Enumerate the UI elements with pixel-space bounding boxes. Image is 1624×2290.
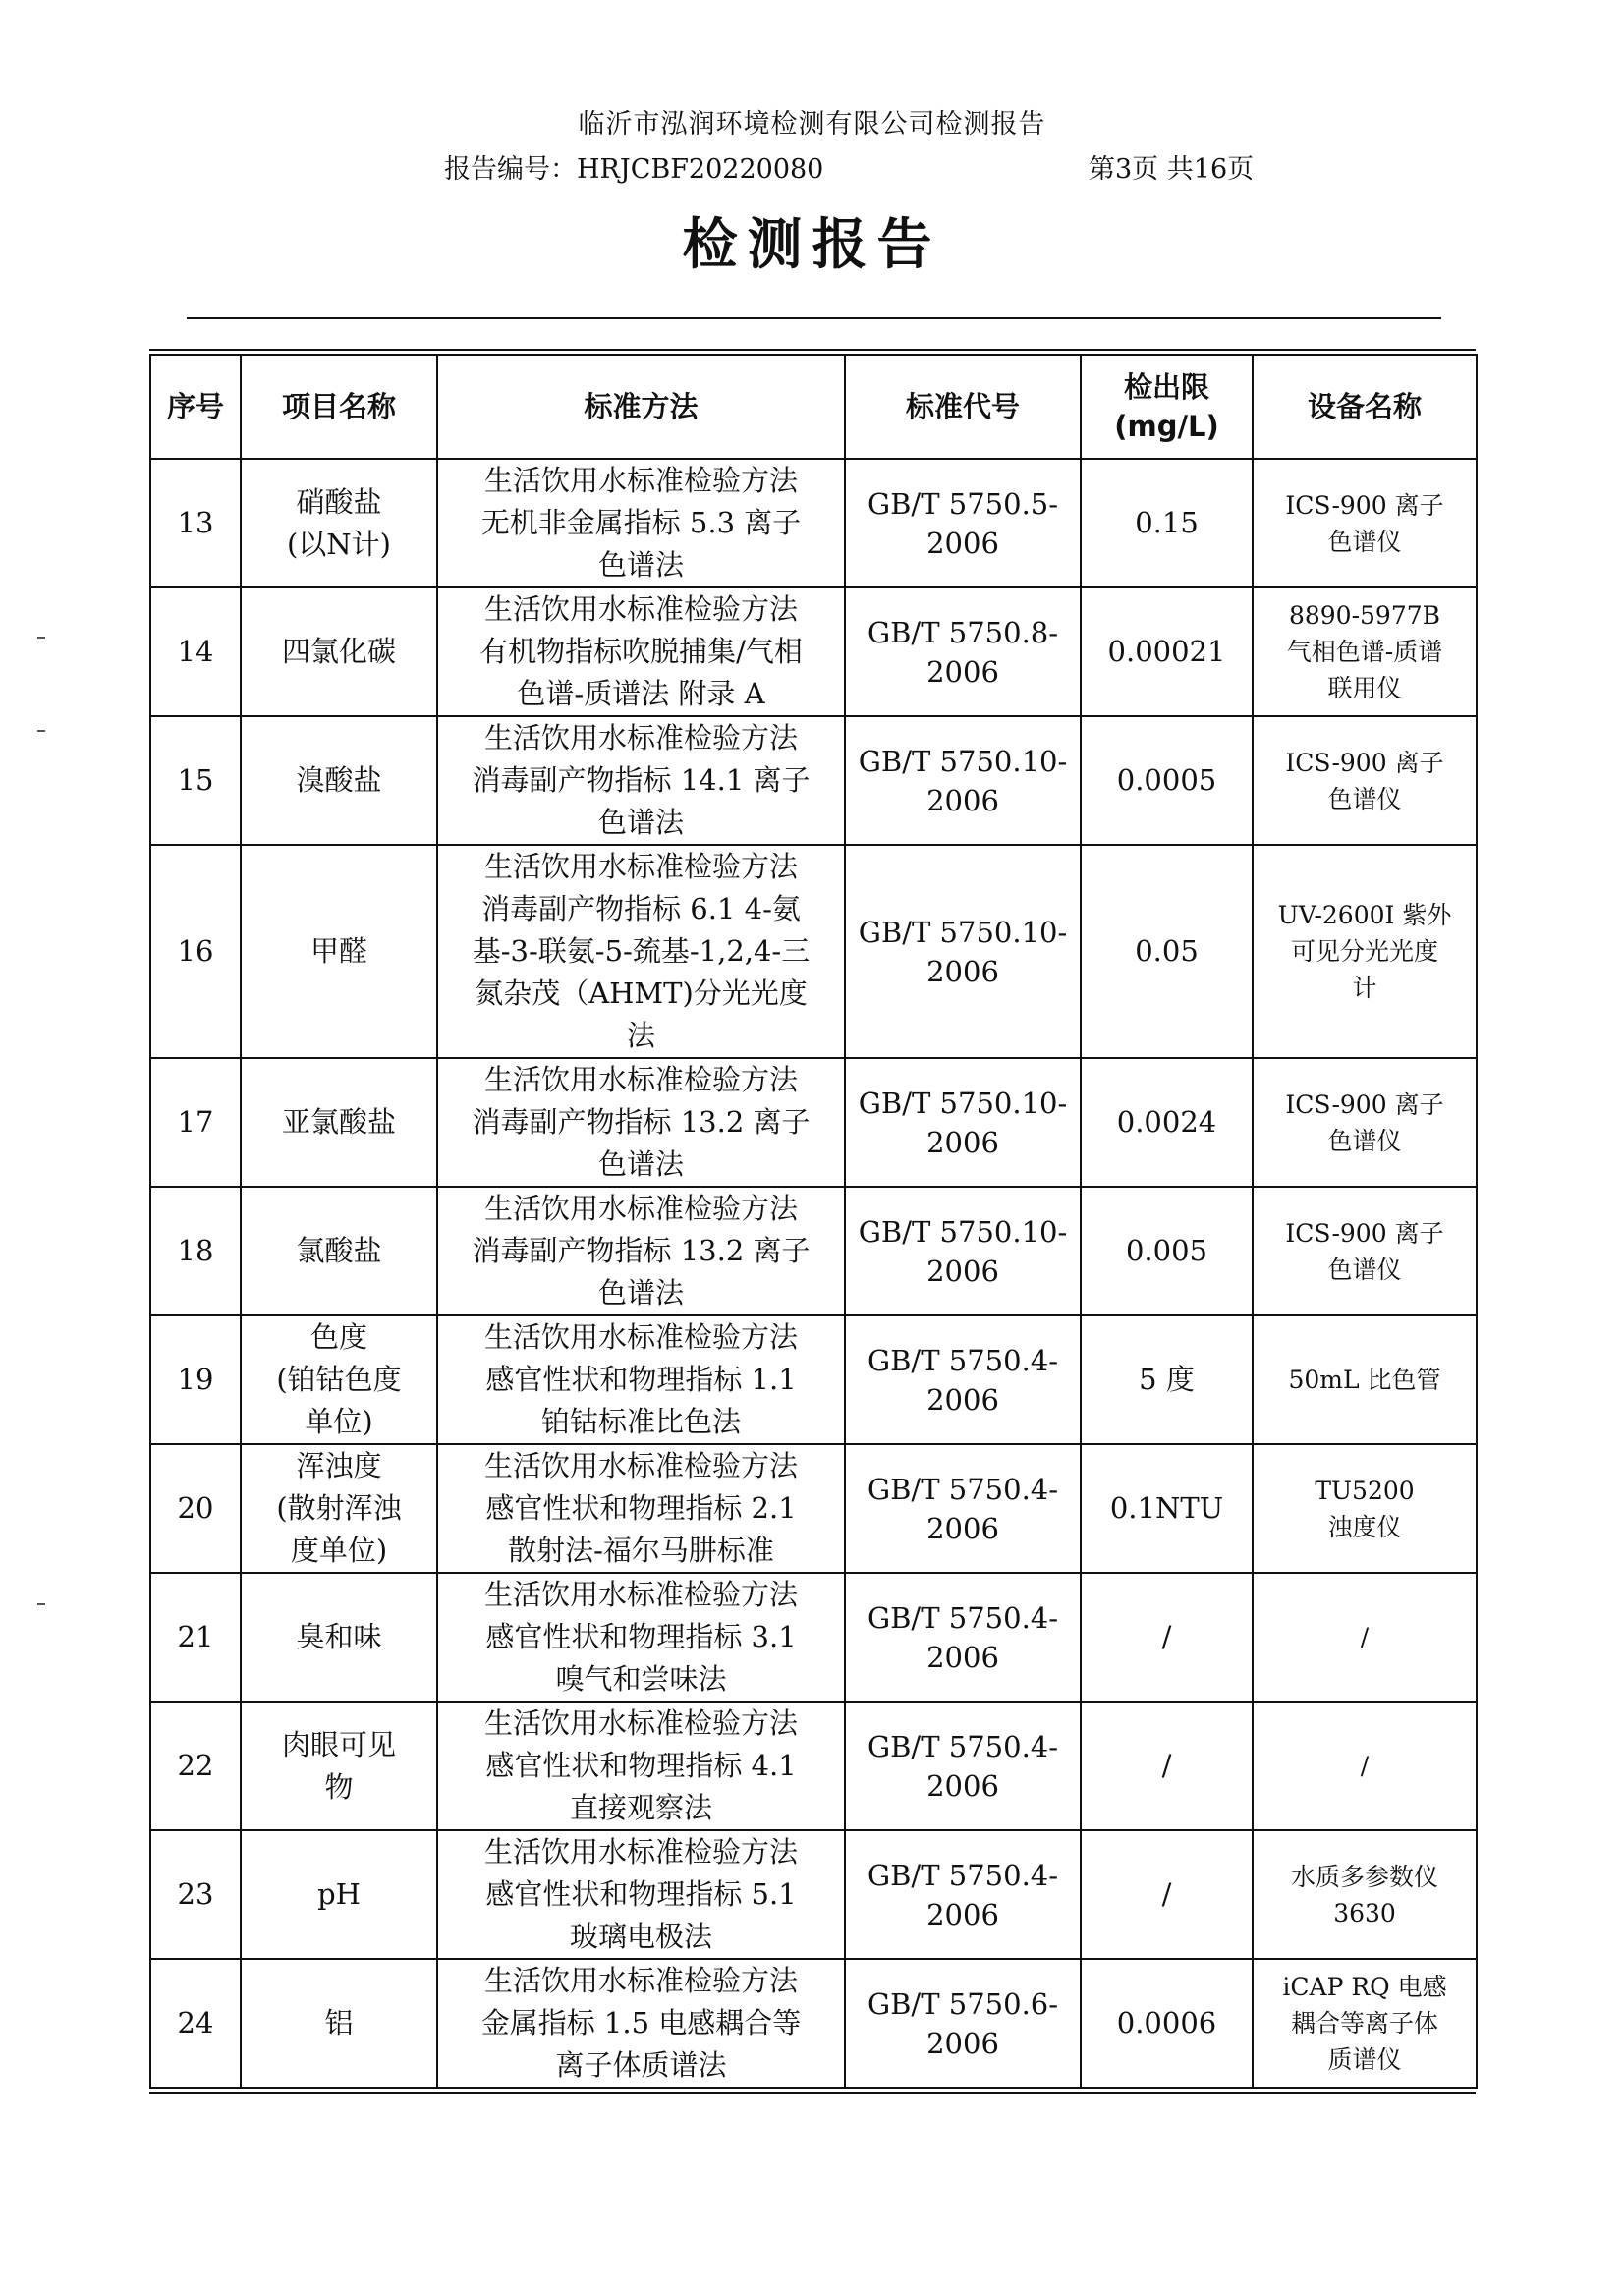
cell-standard-method-line: 生活饮用水标准检验方法 [483, 850, 798, 883]
cell-item-name-line: (铂钴色度 [276, 1363, 402, 1396]
cell-standard-method-line: 色谱法 [597, 548, 684, 582]
cell-device-name [1253, 587, 1477, 716]
cell-standard-method-line: 离子体质谱法 [555, 2048, 727, 2082]
cell-standard-method [437, 459, 845, 587]
cell-standard-code [845, 1573, 1081, 1702]
cell-standard-method [437, 1315, 845, 1444]
cell-device-name-line: 耦合等离子体 [1290, 2009, 1438, 2038]
cell-standard-method-line: 消毒副产物指标 13.2 离子 [472, 1234, 811, 1267]
cell-standard-code-line: 2006 [926, 1511, 999, 1545]
table-bottom-rule [149, 2092, 1476, 2094]
cell-standard-method-line: 感官性状和物理指标 5.1 [485, 1877, 797, 1911]
cell-standard-code-line: GB/T 5750.4- [867, 1600, 1059, 1635]
cell-detection-limit: / [1081, 1573, 1253, 1702]
cell-item-name-line: 物 [324, 1769, 354, 1804]
cell-device-name [1253, 1444, 1477, 1573]
cell-device-name [1253, 716, 1477, 845]
cell-item-name-line: 度单位) [290, 1534, 388, 1567]
cell-standard-code [845, 1187, 1081, 1315]
cell-standard-code-line: GB/T 5750.4- [867, 1858, 1059, 1892]
cell-no: 13 [150, 459, 241, 587]
cell-item-name [241, 1959, 437, 2088]
cell-standard-code-line: 2006 [926, 2026, 999, 2060]
cell-device-name-line: ICS-900 离子 [1285, 748, 1444, 777]
cell-standard-method-line: 生活饮用水标准检验方法 [483, 1320, 798, 1354]
table-header-row [150, 355, 1477, 459]
table-row [150, 1058, 1477, 1187]
cell-detection-limit: 0.1NTU [1081, 1444, 1253, 1573]
cell-device-name-line: ICS-900 离子 [1285, 1089, 1444, 1119]
cell-standard-method-line: 有机物指标吹脱捕集/气相 [479, 635, 803, 668]
cell-standard-method [437, 1959, 845, 2088]
cell-device-name-line: 8890-5977B [1288, 601, 1441, 630]
cell-standard-method-line: 生活饮用水标准检验方法 [483, 1578, 798, 1611]
cell-device-name-line: 色谱仪 [1327, 1255, 1402, 1284]
cell-no: 14 [150, 587, 241, 716]
cell-device-name-line: 浊度仪 [1327, 1512, 1402, 1541]
cell-no: 22 [150, 1702, 241, 1830]
cell-device-name-line: 质谱仪 [1327, 2045, 1402, 2074]
cell-device-name-line: 50mL 比色管 [1288, 1366, 1441, 1394]
col-header-standard-method: 标准方法 [437, 355, 845, 459]
cell-standard-method-line: 法 [626, 1019, 655, 1052]
cell-standard-code-line: GB/T 5750.10- [858, 1086, 1068, 1120]
col-header-standard-code: 标准代号 [845, 355, 1081, 459]
cell-standard-method-line: 嗅气和尝味法 [555, 1662, 727, 1696]
table-row [150, 1573, 1477, 1702]
cell-detection-limit: 0.0006 [1081, 1959, 1253, 2088]
cell-device-name-line: 色谱仪 [1327, 527, 1402, 556]
cell-device-name [1253, 845, 1477, 1058]
cell-standard-method [437, 1444, 845, 1573]
cell-standard-code [845, 587, 1081, 716]
cell-standard-method-line: 生活饮用水标准检验方法 [483, 464, 798, 497]
cell-standard-code [845, 1702, 1081, 1830]
cell-standard-method-line: 铂钴标准比色法 [540, 1405, 741, 1438]
report-number-label: 报告编号： [444, 154, 577, 185]
report-number [444, 147, 823, 186]
cell-item-name-line: 臭和味 [296, 1620, 382, 1653]
cell-device-name-line: 色谱仪 [1327, 1126, 1402, 1155]
cell-standard-method-line: 色谱-质谱法 附录 A [517, 677, 765, 710]
cell-device-name [1253, 1058, 1477, 1187]
cell-standard-code-line: 2006 [926, 783, 999, 817]
cell-item-name-line: 溴酸盐 [296, 763, 382, 797]
cell-standard-method-line: 生活饮用水标准检验方法 [483, 1192, 798, 1225]
cell-item-name-line: pH [317, 1877, 361, 1911]
cell-standard-code-line: 2006 [926, 1382, 999, 1417]
cell-detection-limit: 5 度 [1081, 1315, 1253, 1444]
cell-item-name-line: 四氯化碳 [281, 635, 396, 668]
cell-standard-method-line: 直接观察法 [569, 1791, 712, 1824]
cell-standard-code [845, 1959, 1081, 2088]
cell-device-name-line: 水质多参数仪 [1290, 1862, 1438, 1891]
cell-standard-method-line: 生活饮用水标准检验方法 [483, 1835, 798, 1869]
cell-no: 21 [150, 1573, 241, 1702]
cell-device-name-line: iCAP RQ 电感 [1282, 1973, 1447, 2001]
table-row [150, 716, 1477, 845]
cell-item-name-line: (以N计) [286, 527, 391, 561]
cell-detection-limit: 0.15 [1081, 459, 1253, 587]
scan-mark [37, 1603, 45, 1605]
cell-item-name-line: 甲醛 [309, 934, 367, 968]
cell-item-name [241, 1573, 437, 1702]
cell-no: 20 [150, 1444, 241, 1573]
cell-item-name [241, 845, 437, 1058]
cell-device-name-line: TU5200 [1315, 1476, 1415, 1505]
scan-mark [37, 637, 45, 639]
cell-standard-code-line: GB/T 5750.4- [867, 1472, 1059, 1506]
cell-item-name [241, 459, 437, 587]
cell-item-name-line: 亚氯酸盐 [281, 1105, 396, 1139]
table-row [150, 1315, 1477, 1444]
cell-detection-limit: / [1081, 1830, 1253, 1959]
cell-no: 15 [150, 716, 241, 845]
cell-standard-method-line: 无机非金属指标 5.3 离子 [480, 506, 802, 539]
cell-detection-limit: 0.0005 [1081, 716, 1253, 845]
cell-device-name-line: ICS-900 离子 [1285, 1218, 1444, 1248]
cell-device-name [1253, 1315, 1477, 1444]
cell-standard-method-line: 感官性状和物理指标 2.1 [485, 1491, 797, 1525]
col-header-device-name: 设备名称 [1253, 355, 1477, 459]
cell-device-name-line: UV-2600I 紫外 [1277, 901, 1452, 929]
cell-standard-code-line: 2006 [926, 1768, 999, 1803]
cell-standard-code-line: 2006 [926, 1125, 999, 1159]
cell-device-name-line: 气相色谱-质谱 [1286, 638, 1443, 666]
cell-standard-code-line: 2006 [926, 526, 999, 560]
cell-standard-method-line: 色谱法 [597, 1147, 684, 1181]
cell-item-name [241, 1702, 437, 1830]
cell-standard-method-line: 生活饮用水标准检验方法 [483, 721, 798, 754]
cell-no: 18 [150, 1187, 241, 1315]
cell-item-name [241, 1058, 437, 1187]
cell-standard-method-line: 消毒副产物指标 14.1 离子 [472, 763, 811, 797]
cell-item-name-line: 氯酸盐 [296, 1234, 382, 1267]
cell-device-name [1253, 1959, 1477, 2088]
cell-standard-method-line: 生活饮用水标准检验方法 [483, 1449, 798, 1482]
cell-detection-limit: / [1081, 1702, 1253, 1830]
cell-detection-limit: 0.005 [1081, 1187, 1253, 1315]
cell-item-name-line: 肉眼可见 [281, 1727, 396, 1761]
cell-standard-method [437, 1058, 845, 1187]
cell-standard-method [437, 1830, 845, 1959]
page-title: 检测报告 [682, 213, 942, 277]
cell-device-name-line: / [1360, 1623, 1370, 1651]
cell-standard-code-line: GB/T 5750.4- [867, 1729, 1059, 1763]
cell-no: 19 [150, 1315, 241, 1444]
cell-item-name-line: 硝酸盐 [296, 484, 382, 519]
cell-standard-method-line: 玻璃电极法 [569, 1920, 712, 1953]
table-row [150, 1830, 1477, 1959]
cell-device-name [1253, 1830, 1477, 1959]
cell-standard-method [437, 1573, 845, 1702]
cell-standard-code [845, 1315, 1081, 1444]
test-methods-table-wrapper [149, 349, 1476, 2094]
cell-item-name [241, 1187, 437, 1315]
col-header-no: 序号 [150, 355, 241, 459]
cell-standard-code-line: 2006 [926, 654, 999, 689]
cell-standard-method-line: 生活饮用水标准检验方法 [483, 1063, 798, 1096]
cell-device-name-line: 可见分光光度 [1290, 937, 1438, 966]
cell-item-name [241, 1315, 437, 1444]
cell-standard-method-line: 感官性状和物理指标 4.1 [485, 1749, 797, 1782]
cell-detection-limit: 0.05 [1081, 845, 1253, 1058]
cell-device-name-line: / [1360, 1752, 1370, 1780]
cell-standard-code [845, 716, 1081, 845]
company-report-header: 临沂市泓润环境检测有限公司检测报告 [578, 109, 1046, 140]
cell-device-name-line: 联用仪 [1327, 674, 1402, 702]
scan-mark [37, 730, 45, 732]
cell-standard-method [437, 587, 845, 716]
cell-standard-code-line: GB/T 5750.5- [867, 486, 1059, 521]
cell-device-name [1253, 1187, 1477, 1315]
cell-item-name-line: 浑浊度 [296, 1449, 382, 1482]
cell-standard-code [845, 1830, 1081, 1959]
cell-item-name-line: 色度 [309, 1320, 367, 1354]
table-top-rule [149, 349, 1476, 351]
cell-item-name [241, 716, 437, 845]
cell-standard-method-line: 散射法-福尔马肼标准 [508, 1534, 774, 1567]
cell-standard-method-line: 消毒副产物指标 13.2 离子 [472, 1105, 811, 1139]
cell-standard-method [437, 716, 845, 845]
cell-item-name [241, 1830, 437, 1959]
cell-standard-method-line: 感官性状和物理指标 3.1 [485, 1620, 797, 1653]
cell-no: 16 [150, 845, 241, 1058]
cell-item-name-line: (散射浑浊 [276, 1491, 402, 1525]
cell-standard-code [845, 845, 1081, 1058]
cell-standard-code [845, 1058, 1081, 1187]
table-row [150, 1702, 1477, 1830]
cell-standard-method-line: 色谱法 [597, 806, 684, 839]
cell-standard-code-line: 2006 [926, 954, 999, 988]
col-header-detection-limit [1081, 355, 1253, 459]
cell-standard-code-line: GB/T 5750.4- [867, 1343, 1059, 1377]
cell-device-name-line: ICS-900 离子 [1285, 490, 1444, 520]
cell-standard-method-line: 生活饮用水标准检验方法 [483, 1964, 798, 1997]
col-header-detection-limit-label: 检出限 [1123, 370, 1209, 404]
col-header-item-name: 项目名称 [241, 355, 437, 459]
cell-item-name [241, 587, 437, 716]
cell-standard-method [437, 1187, 845, 1315]
cell-standard-method-line: 生活饮用水标准检验方法 [483, 1706, 798, 1740]
cell-device-name-line: 3630 [1333, 1898, 1396, 1927]
cell-device-name [1253, 1702, 1477, 1830]
cell-no: 17 [150, 1058, 241, 1187]
cell-device-name [1253, 1573, 1477, 1702]
cell-detection-limit: 0.00021 [1081, 587, 1253, 716]
cell-device-name-line: 计 [1352, 974, 1377, 1002]
cell-standard-code-line: GB/T 5750.10- [858, 1214, 1068, 1249]
cell-standard-method-line: 感官性状和物理指标 1.1 [485, 1363, 797, 1396]
cell-standard-code [845, 459, 1081, 587]
cell-item-name [241, 1444, 437, 1573]
cell-standard-method-line: 色谱法 [597, 1276, 684, 1310]
header-divider [187, 317, 1441, 319]
col-header-detection-limit-unit: (mg/L) [1114, 410, 1219, 443]
cell-standard-method-line: 生活饮用水标准检验方法 [483, 592, 798, 626]
cell-standard-code-line: GB/T 5750.10- [858, 915, 1068, 949]
page-info: 第3页 共16页 [1089, 154, 1255, 185]
cell-standard-code [845, 1444, 1081, 1573]
cell-no: 24 [150, 1959, 241, 2088]
cell-device-name-line: 色谱仪 [1327, 784, 1402, 813]
cell-standard-method-line: 氮杂茂（AHMT)分光光度 [475, 977, 808, 1010]
cell-standard-code-line: GB/T 5750.10- [858, 744, 1068, 778]
cell-standard-method [437, 845, 845, 1058]
test-methods-table [149, 354, 1478, 2089]
cell-device-name [1253, 459, 1477, 587]
cell-standard-method [437, 1702, 845, 1830]
cell-standard-method-line: 金属指标 1.5 电感耦合等 [480, 2006, 802, 2039]
cell-standard-method-line: 消毒副产物指标 6.1 4-氨 [481, 892, 801, 925]
cell-standard-code-line: GB/T 5750.8- [867, 615, 1059, 649]
report-number-value: HRJCBF20220080 [577, 154, 824, 185]
table-row [150, 459, 1477, 587]
table-row [150, 845, 1477, 1058]
cell-no: 23 [150, 1830, 241, 1959]
cell-standard-code-line: GB/T 5750.6- [867, 1986, 1059, 2021]
table-row [150, 1187, 1477, 1315]
cell-standard-code-line: 2006 [926, 1897, 999, 1931]
cell-standard-code-line: 2006 [926, 1640, 999, 1674]
cell-item-name-line: 单位) [305, 1405, 373, 1438]
cell-item-name-line: 铝 [324, 2006, 354, 2039]
table-row [150, 587, 1477, 716]
table-row [150, 1959, 1477, 2088]
cell-standard-method-line: 基-3-联氨-5-巯基-1,2,4-三 [472, 934, 811, 968]
cell-detection-limit: 0.0024 [1081, 1058, 1253, 1187]
cell-standard-code-line: 2006 [926, 1254, 999, 1288]
table-row [150, 1444, 1477, 1573]
